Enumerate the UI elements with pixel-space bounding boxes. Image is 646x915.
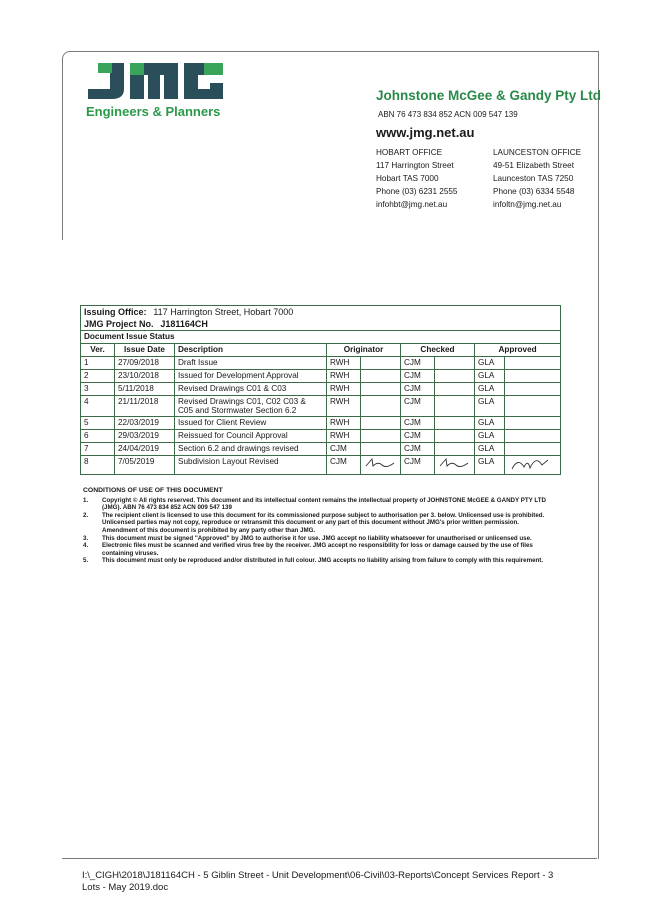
signature-icon — [364, 457, 398, 468]
cell-desc: Revised Drawings C01 & C03 — [175, 383, 327, 396]
cell-approved-sig — [505, 370, 561, 383]
office-title: LAUNCESTON OFFICE — [493, 148, 582, 157]
signature-icon — [438, 457, 472, 468]
issuing-office-cell — [81, 306, 561, 319]
cell-ver: 4 — [81, 396, 115, 417]
conditions-title: CONDITIONS OF USE OF THIS DOCUMENT — [83, 487, 223, 494]
cell-checked-sig — [435, 357, 475, 370]
frame-gap — [60, 240, 70, 870]
cell-desc: Draft Issue — [175, 357, 327, 370]
company-name: Johnstone McGee & Gandy Pty Ltd — [376, 88, 602, 103]
cell-checked: CJM — [401, 430, 435, 443]
cell-orig: RWH — [327, 370, 361, 383]
status-label: Document Issue Status — [81, 331, 561, 344]
cell-approved: GLA — [475, 417, 505, 430]
cell-orig-sig — [361, 357, 401, 370]
cell-orig-sig — [361, 370, 401, 383]
cell-orig: RWH — [327, 357, 361, 370]
table-row — [81, 417, 561, 430]
table-row — [81, 357, 561, 370]
condition-text: Electronic files must be scanned and verified virus free by the receiver. JMG accept no responsibility for loss or damage caused by the use of files containing viruses. — [102, 542, 533, 557]
jmg-logo — [86, 63, 223, 99]
cell-orig: CJM — [327, 456, 361, 475]
footer-divider — [62, 858, 597, 859]
office-phone: Phone (03) 6334 5548 — [493, 187, 575, 196]
table-row — [81, 443, 561, 456]
project-value: J181164CH — [160, 319, 208, 329]
col-ver: Ver. — [81, 344, 115, 357]
document-issue-table — [80, 305, 560, 475]
condition-num: 1. — [83, 496, 89, 504]
cell-approved-sig — [505, 443, 561, 456]
launceston-office — [493, 146, 581, 211]
cell-date: 21/11/2018 — [115, 396, 175, 417]
cell-approved: GLA — [475, 443, 505, 456]
cell-checked-sig — [435, 396, 475, 417]
cell-ver: 5 — [81, 417, 115, 430]
cell-date: 23/10/2018 — [115, 370, 175, 383]
condition-item — [83, 512, 553, 535]
cell-desc: Issued for Client Review — [175, 417, 327, 430]
project-label: JMG Project No. — [84, 319, 154, 329]
cell-orig: RWH — [327, 383, 361, 396]
cell-checked: CJM — [401, 417, 435, 430]
hobart-office — [376, 146, 458, 211]
cell-orig-sig — [361, 396, 401, 417]
cell-orig: CJM — [327, 443, 361, 456]
tagline: Engineers & Planners — [86, 104, 221, 119]
signature-icon — [508, 457, 554, 471]
office-email[interactable]: infoltn@jmg.net.au — [493, 200, 562, 209]
condition-text: This document must only be reproduced and/or distributed in full colour. JMG accepts no liability arising from failure to comply with this requirement. — [102, 557, 544, 565]
cell-checked: CJM — [401, 443, 435, 456]
cell-desc: Section 6.2 and drawings revised — [175, 443, 327, 456]
cell-orig: RWH — [327, 396, 361, 417]
office-title: HOBART OFFICE — [376, 148, 443, 157]
cell-checked: CJM — [401, 396, 435, 417]
website-link[interactable]: www.jmg.net.au — [376, 125, 475, 140]
originator-signature — [361, 456, 401, 475]
cell-orig-sig — [361, 443, 401, 456]
cell-approved-sig — [505, 383, 561, 396]
cell-date: 22/03/2019 — [115, 417, 175, 430]
condition-num: 4. — [83, 542, 89, 550]
cell-desc: Issued for Development Approval — [175, 370, 327, 383]
cell-checked: CJM — [401, 383, 435, 396]
cell-checked-sig — [435, 430, 475, 443]
condition-item — [83, 557, 553, 565]
office-address1: 117 Harrington Street — [376, 161, 454, 170]
cell-approved-sig — [505, 396, 561, 417]
condition-num: 3. — [83, 534, 89, 542]
cell-approved-sig — [505, 417, 561, 430]
cell-date: 7/05/2019 — [115, 456, 175, 475]
cell-checked-sig — [435, 417, 475, 430]
cell-approved-sig — [505, 357, 561, 370]
cell-desc: Reissued for Council Approval — [175, 430, 327, 443]
condition-item — [83, 535, 553, 543]
cell-ver: 8 — [81, 456, 115, 475]
cell-approved-sig — [505, 430, 561, 443]
cell-date: 5/11/2018 — [115, 383, 175, 396]
cell-checked-sig — [435, 443, 475, 456]
table-row — [81, 430, 561, 443]
approved-signature — [505, 456, 561, 475]
table-row — [81, 383, 561, 396]
condition-num: 2. — [83, 511, 89, 519]
cell-orig: RWH — [327, 417, 361, 430]
cell-checked-sig — [435, 383, 475, 396]
col-originator: Originator — [327, 344, 401, 357]
col-issue-date: Issue Date — [115, 344, 175, 357]
cell-approved: GLA — [475, 383, 505, 396]
cell-ver: 2 — [81, 370, 115, 383]
cell-approved: GLA — [475, 396, 505, 417]
condition-text: This document must be signed "Approved" by JMG to authorise it for use. JMG accept no liability whatsoever for unauthorised or unlicensed use. — [102, 534, 532, 542]
cell-checked: CJM — [401, 370, 435, 383]
cell-approved: GLA — [475, 370, 505, 383]
cell-approved: GLA — [475, 430, 505, 443]
cell-ver: 3 — [81, 383, 115, 396]
footer-file-path: I:\_CIGH\2018\J181164CH - 5 Giblin Street - Unit Development\06-Civil\03-Reports\Concept Services Report - 3 Lots - May 2019.doc — [82, 870, 554, 893]
condition-item — [83, 542, 553, 557]
project-number-cell — [81, 318, 561, 331]
office-address2: Hobart TAS 7000 — [376, 174, 439, 183]
cell-ver: 7 — [81, 443, 115, 456]
cell-checked-sig — [435, 370, 475, 383]
issue-status-table — [80, 305, 561, 475]
cell-approved: GLA — [475, 456, 505, 475]
cell-checked: CJM — [401, 456, 435, 475]
issuing-office-value: 117 Harrington Street, Hobart 7000 — [153, 307, 294, 317]
cell-orig-sig — [361, 430, 401, 443]
cell-checked: CJM — [401, 357, 435, 370]
office-address2: Launceston TAS 7250 — [493, 174, 574, 183]
cell-orig-sig — [361, 383, 401, 396]
col-checked: Checked — [401, 344, 475, 357]
cell-date: 29/03/2019 — [115, 430, 175, 443]
conditions-of-use — [83, 487, 553, 565]
table-row — [81, 370, 561, 383]
condition-num: 5. — [83, 557, 89, 565]
cell-approved: GLA — [475, 357, 505, 370]
table-row — [81, 456, 561, 475]
col-description: Description — [175, 344, 327, 357]
abn-acn: ABN 76 473 834 852 ACN 009 547 139 — [378, 110, 518, 119]
cell-desc: Revised Drawings C01, C02 C03 & C05 and Stormwater Section 6.2 — [175, 396, 327, 417]
office-address1: 49-51 Elizabeth Street — [493, 161, 575, 170]
checked-signature — [435, 456, 475, 475]
cell-ver: 6 — [81, 430, 115, 443]
cell-date: 24/04/2019 — [115, 443, 175, 456]
cell-orig: RWH — [327, 430, 361, 443]
cell-date: 27/09/2018 — [115, 357, 175, 370]
condition-item — [83, 497, 553, 512]
cell-orig-sig — [361, 417, 401, 430]
condition-text: The recipient client is licensed to use this document for its commissioned purpose subject to authorisation per 3. below. Unlicensed use is prohibited. Unlicensed parties may not copy, reproduce or retransmit this document or any part of this document without JMG's prior written permission. Amendment of this document is prohibited by any party other than JMG. — [102, 511, 545, 534]
cell-desc: Subdivision Layout Revised — [175, 456, 327, 475]
condition-text: Copyright © All rights reserved. This document and its intellectual content remains the intellectual property of JOHNSTONE McGEE & GANDY PTY LTD (JMG). ABN 76 473 834 852 ACN 009 547 139 — [102, 496, 546, 512]
office-email[interactable]: infohbt@jmg.net.au — [376, 200, 448, 209]
col-approved: Approved — [475, 344, 561, 357]
table-row — [81, 396, 561, 417]
cell-ver: 1 — [81, 357, 115, 370]
issuing-office-label: Issuing Office: — [84, 307, 147, 317]
office-phone: Phone (03) 6231 2555 — [376, 187, 458, 196]
